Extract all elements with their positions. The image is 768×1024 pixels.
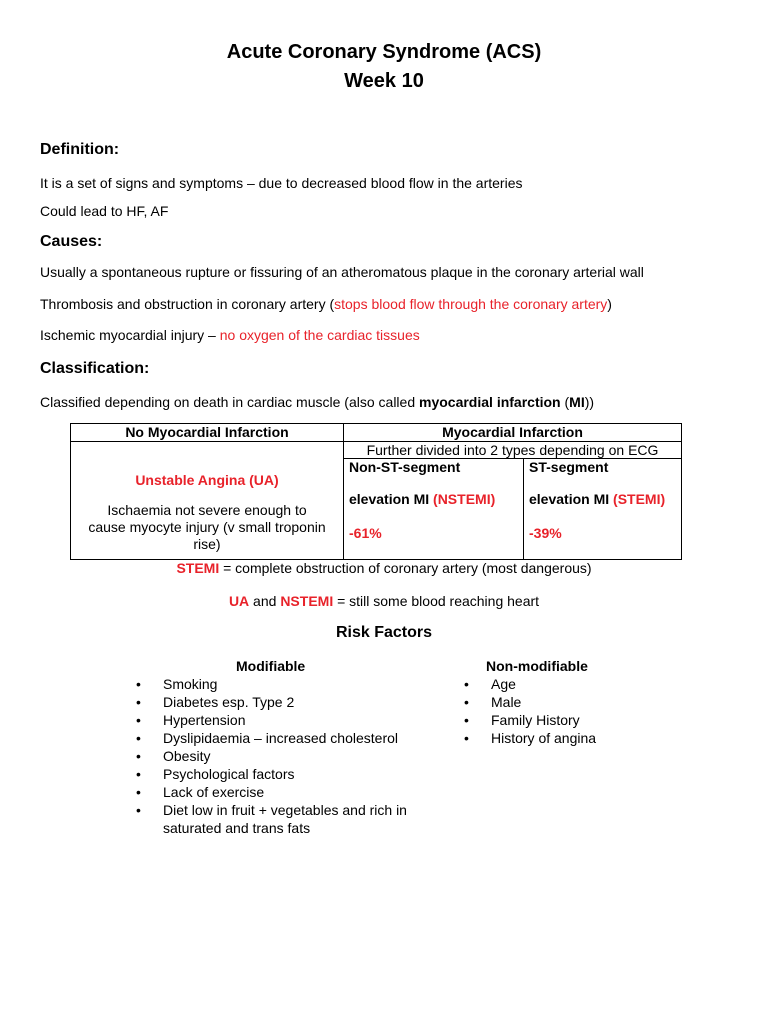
nstemi-line-2-pre: elevation MI <box>349 491 434 507</box>
unstable-angina-description: Ischaemia not severe enough to cause myocyte injury (v small troponin rise) <box>88 502 326 552</box>
table-cell-divided: Further divided into 2 types depending on ECG <box>344 442 682 459</box>
nstemi-line-2 <box>349 491 523 525</box>
unstable-angina-label: Unstable Angina (UA) <box>135 472 279 488</box>
doc-title-line2: Week 10 <box>344 70 424 92</box>
modifiable-risk-item: • Diet low in fruit + vegetables and rich in saturated and trans fats <box>136 801 426 837</box>
classification-text-post: )) <box>584 394 595 410</box>
classification-text <box>40 394 594 410</box>
classification-heading: Classification: <box>40 360 150 377</box>
modifiable-risk-item: • Psychological factors <box>136 765 426 783</box>
causes-text-3-pre: Ischemic myocardial injury – <box>40 327 220 343</box>
causes-text-2 <box>40 296 612 312</box>
classification-text-bold-2: MI <box>569 394 585 410</box>
definition-heading: Definition: <box>40 141 120 158</box>
modifiable-risk-item: • Hypertension <box>136 711 426 729</box>
classification-table <box>70 423 682 560</box>
nonmodifiable-risk-item: • Male <box>464 693 704 711</box>
nonmodifiable-risk-item: • History of angina <box>464 729 704 747</box>
classification-text-mid: ( <box>560 394 570 410</box>
table-cell-stemi <box>524 459 682 560</box>
nstemi-note-term: NSTEMI <box>280 593 334 609</box>
modifiable-list <box>136 675 426 837</box>
modifiable-risk-item: • Obesity <box>136 747 426 765</box>
causes-text-1: Usually a spontaneous rupture or fissuring of an atheromatous plaque in the coronary arterial wall <box>40 264 644 280</box>
nonmodifiable-risk-item: • Family History <box>464 711 704 729</box>
stemi-percent: -39% <box>529 525 562 541</box>
nstemi-abbrev: (NSTEMI) <box>433 491 496 507</box>
causes-text-3-highlight: no oxygen of the cardiac tissues <box>219 327 420 343</box>
stemi-note <box>0 560 768 576</box>
table-header-no-mi: No Myocardial Infarction <box>71 424 344 442</box>
ua-note-term: UA <box>228 593 250 609</box>
modifiable-risk-item: • Smoking <box>136 675 426 693</box>
stemi-note-term: STEMI <box>176 560 220 576</box>
causes-text-3 <box>40 327 420 343</box>
modifiable-heading: Modifiable <box>236 658 306 674</box>
classification-text-pre: Classified depending on death in cardiac muscle (also called <box>40 394 419 410</box>
stemi-line-1: ST-segment <box>529 459 609 475</box>
table-cell-nstemi <box>344 459 524 560</box>
doc-title-line1: Acute Coronary Syndrome (ACS) <box>226 41 542 63</box>
stemi-note-text: = complete obstruction of coronary artery (most dangerous) <box>219 560 592 576</box>
causes-heading: Causes: <box>40 233 103 250</box>
table-header-mi: Myocardial Infarction <box>344 424 682 442</box>
nonmodifiable-heading: Non-modifiable <box>486 658 588 674</box>
ua-note-and: and <box>249 593 281 609</box>
table-cell-unstable-angina <box>71 442 344 560</box>
stemi-line-2-pre: elevation MI <box>529 491 614 507</box>
nstemi-line-1: Non-ST-segment <box>349 459 461 475</box>
classification-text-bold-1: myocardial infarction <box>419 394 561 410</box>
causes-text-2-highlight: stops blood flow through the coronary artery <box>334 296 608 312</box>
causes-text-2-pre: Thrombosis and obstruction in coronary artery ( <box>40 296 335 312</box>
definition-text-1: It is a set of signs and symptoms – due to decreased blood flow in the arteries <box>40 175 523 191</box>
ua-nstemi-note <box>0 593 768 609</box>
stemi-abbrev: (STEMI) <box>613 491 666 507</box>
modifiable-risk-item: • Lack of exercise <box>136 783 426 801</box>
stemi-line-2 <box>529 491 681 525</box>
modifiable-risk-item: • Dyslipidaemia – increased cholesterol <box>136 729 426 747</box>
definition-text-2: Could lead to HF, AF <box>40 203 169 219</box>
nstemi-percent: -61% <box>349 525 382 541</box>
risk-factors-heading: Risk Factors <box>335 624 433 641</box>
nonmodifiable-list <box>464 675 704 747</box>
nonmodifiable-risk-item: • Age <box>464 675 704 693</box>
modifiable-risk-item: • Diabetes esp. Type 2 <box>136 693 426 711</box>
causes-text-2-post: ) <box>607 296 612 312</box>
ua-note-text: = still some blood reaching heart <box>333 593 540 609</box>
